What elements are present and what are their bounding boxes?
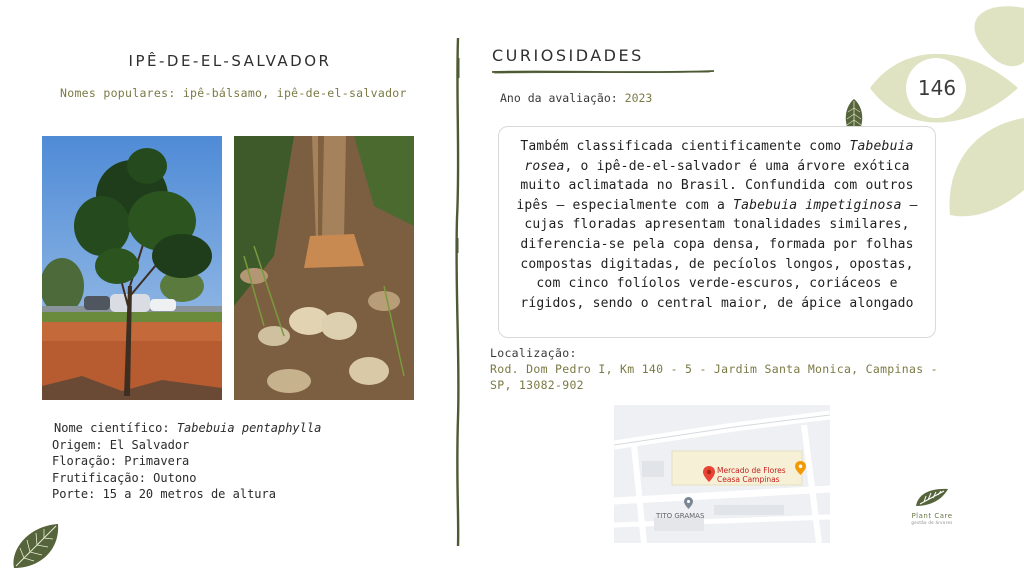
species-title: IPÊ-DE-EL-SALVADOR xyxy=(128,52,332,70)
evaluation-year-label: Ano da avaliação: xyxy=(500,91,618,105)
map-road-label: TITO GRAMAS xyxy=(656,512,705,520)
title-underline xyxy=(490,68,716,76)
map-road-pin-icon[interactable] xyxy=(684,497,693,509)
location-label: Localização: xyxy=(490,346,577,360)
location-map[interactable] xyxy=(614,405,830,543)
curiosity-box xyxy=(498,126,936,338)
page-number: 146 xyxy=(917,76,957,100)
fact-scientific-name xyxy=(52,420,321,437)
trunk-photo xyxy=(234,136,414,400)
fact-fruiting: Frutificação: Outono xyxy=(52,470,197,485)
evaluation-year-value: 2023 xyxy=(624,91,653,105)
curiosities-title: CURIOSIDADES xyxy=(492,46,644,65)
plant-care-logo-icon xyxy=(912,486,952,508)
popular-names-value: ipê-bálsamo, ipê-de-el-salvador xyxy=(182,86,407,100)
popular-names-label: Nomes populares: xyxy=(60,86,176,100)
location-address: Rod. Dom Pedro I, Km 140 - 5 - Jardim Santa Monica, Campinas - SP, 13082-902 xyxy=(490,362,938,392)
evaluation-year xyxy=(500,91,652,105)
map-poi-icon[interactable] xyxy=(795,461,806,475)
brand-logo xyxy=(900,486,964,525)
decorative-leaf-bottom-left xyxy=(10,522,62,570)
fact-origin: Origem: El Salvador xyxy=(52,437,190,452)
species-facts xyxy=(52,420,321,503)
page-divider xyxy=(450,38,466,546)
scientific-name-value: Tabebuia pentaphylla xyxy=(176,421,322,435)
map-place-label[interactable]: Mercado de Flores Ceasa Campinas xyxy=(717,466,786,484)
brand-tagline: gestão de árvores xyxy=(911,520,953,525)
map-pin-icon[interactable] xyxy=(703,466,715,482)
popular-names xyxy=(60,86,420,100)
fact-flowering: Floração: Primavera xyxy=(52,454,190,468)
curiosity-text: Também classificada cientificamente como Tabebuia rosea, o ipê-de-el-salvador é uma árvore exótica muito aclimatada no Brasil. Confundida com outros ipês – especialmente com a Tabebuia impetiginosa – cujas floradas apresentam tonalidades similares, diferencia-se pela copa densa, formada por folhas compostas digitadas, de pecíolos longos, opostas, com cinco folíolos verde-escuros, coriáceos e rígidos, sendo o central maior, de ápice alongado xyxy=(516,139,918,311)
fact-size: Porte: 15 a 20 metros de altura xyxy=(52,487,276,501)
tree-photo xyxy=(42,136,222,400)
brand-name: Plant Care xyxy=(911,512,953,520)
scientific-name-label: Nome científico: xyxy=(54,421,170,435)
